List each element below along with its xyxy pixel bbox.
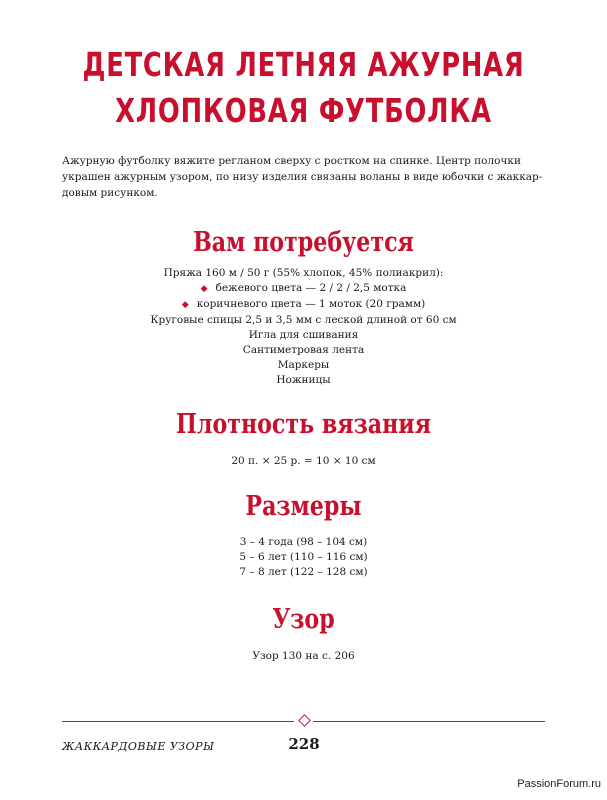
list-item: 5 – 6 лет (110 – 116 см) <box>239 551 368 563</box>
page-number: 228 <box>288 735 320 753</box>
list-item: Игла для сшивания <box>248 329 359 341</box>
page-title <box>67 42 540 134</box>
footer-divider-left <box>62 721 294 722</box>
gauge-value: 20 п. × 25 р. = 10 × 10 см <box>231 455 376 467</box>
running-footer-section: ЖАККАРДОВЫЕ УЗОРЫ <box>62 740 215 753</box>
title-line-2: ХЛОПКОВАЯ ФУТБОЛКА <box>115 91 492 130</box>
diamond-bullet-icon: ◆ <box>181 300 189 310</box>
sizes-list <box>0 535 607 580</box>
yarn-line: Пряжа 160 м / 50 г (55% хлопок, 45% полиакрил): <box>163 267 444 279</box>
materials-heading: Вам потребуется <box>193 227 414 258</box>
diamond-bullet-icon: ◆ <box>200 284 208 294</box>
title-line-1: ДЕТСКАЯ ЛЕТНЯЯ АЖУРНАЯ <box>82 45 525 84</box>
gauge-heading: Плотность вязания <box>175 409 432 440</box>
list-item: ◆ коричневого цвета — 1 моток (20 грамм) <box>0 297 607 313</box>
list-item: ◆ бежевого цвета — 2 / 2 / 2,5 мотка <box>0 281 607 297</box>
list-item: Маркеры <box>277 359 330 371</box>
list-item: Сантиметровая лента <box>242 344 365 356</box>
list-item: 7 – 8 лет (122 – 128 см) <box>239 566 368 578</box>
diamond-ornament-icon <box>298 714 311 727</box>
pattern-reference: Узор 130 на с. 206 <box>252 650 355 662</box>
sizes-heading: Размеры <box>245 491 362 522</box>
pattern-heading: Узор <box>272 604 335 635</box>
materials-list <box>0 266 607 388</box>
watermark: PassionForum.ru <box>517 778 601 790</box>
list-item: 3 – 4 года (98 – 104 см) <box>239 536 368 548</box>
footer-divider-right <box>313 721 545 722</box>
list-item: Ножницы <box>276 374 331 386</box>
list-item: Круговые спицы 2,5 и 3,5 мм с леской длиной от 60 см <box>150 314 457 326</box>
intro-paragraph: Ажурную футболку вяжите регланом сверху с ростком на спинке. Центр полочки украшен ажурным узором, по низу изделия связаны воланы в виде юбочки с жаккар-довым рисунком. <box>62 155 543 199</box>
